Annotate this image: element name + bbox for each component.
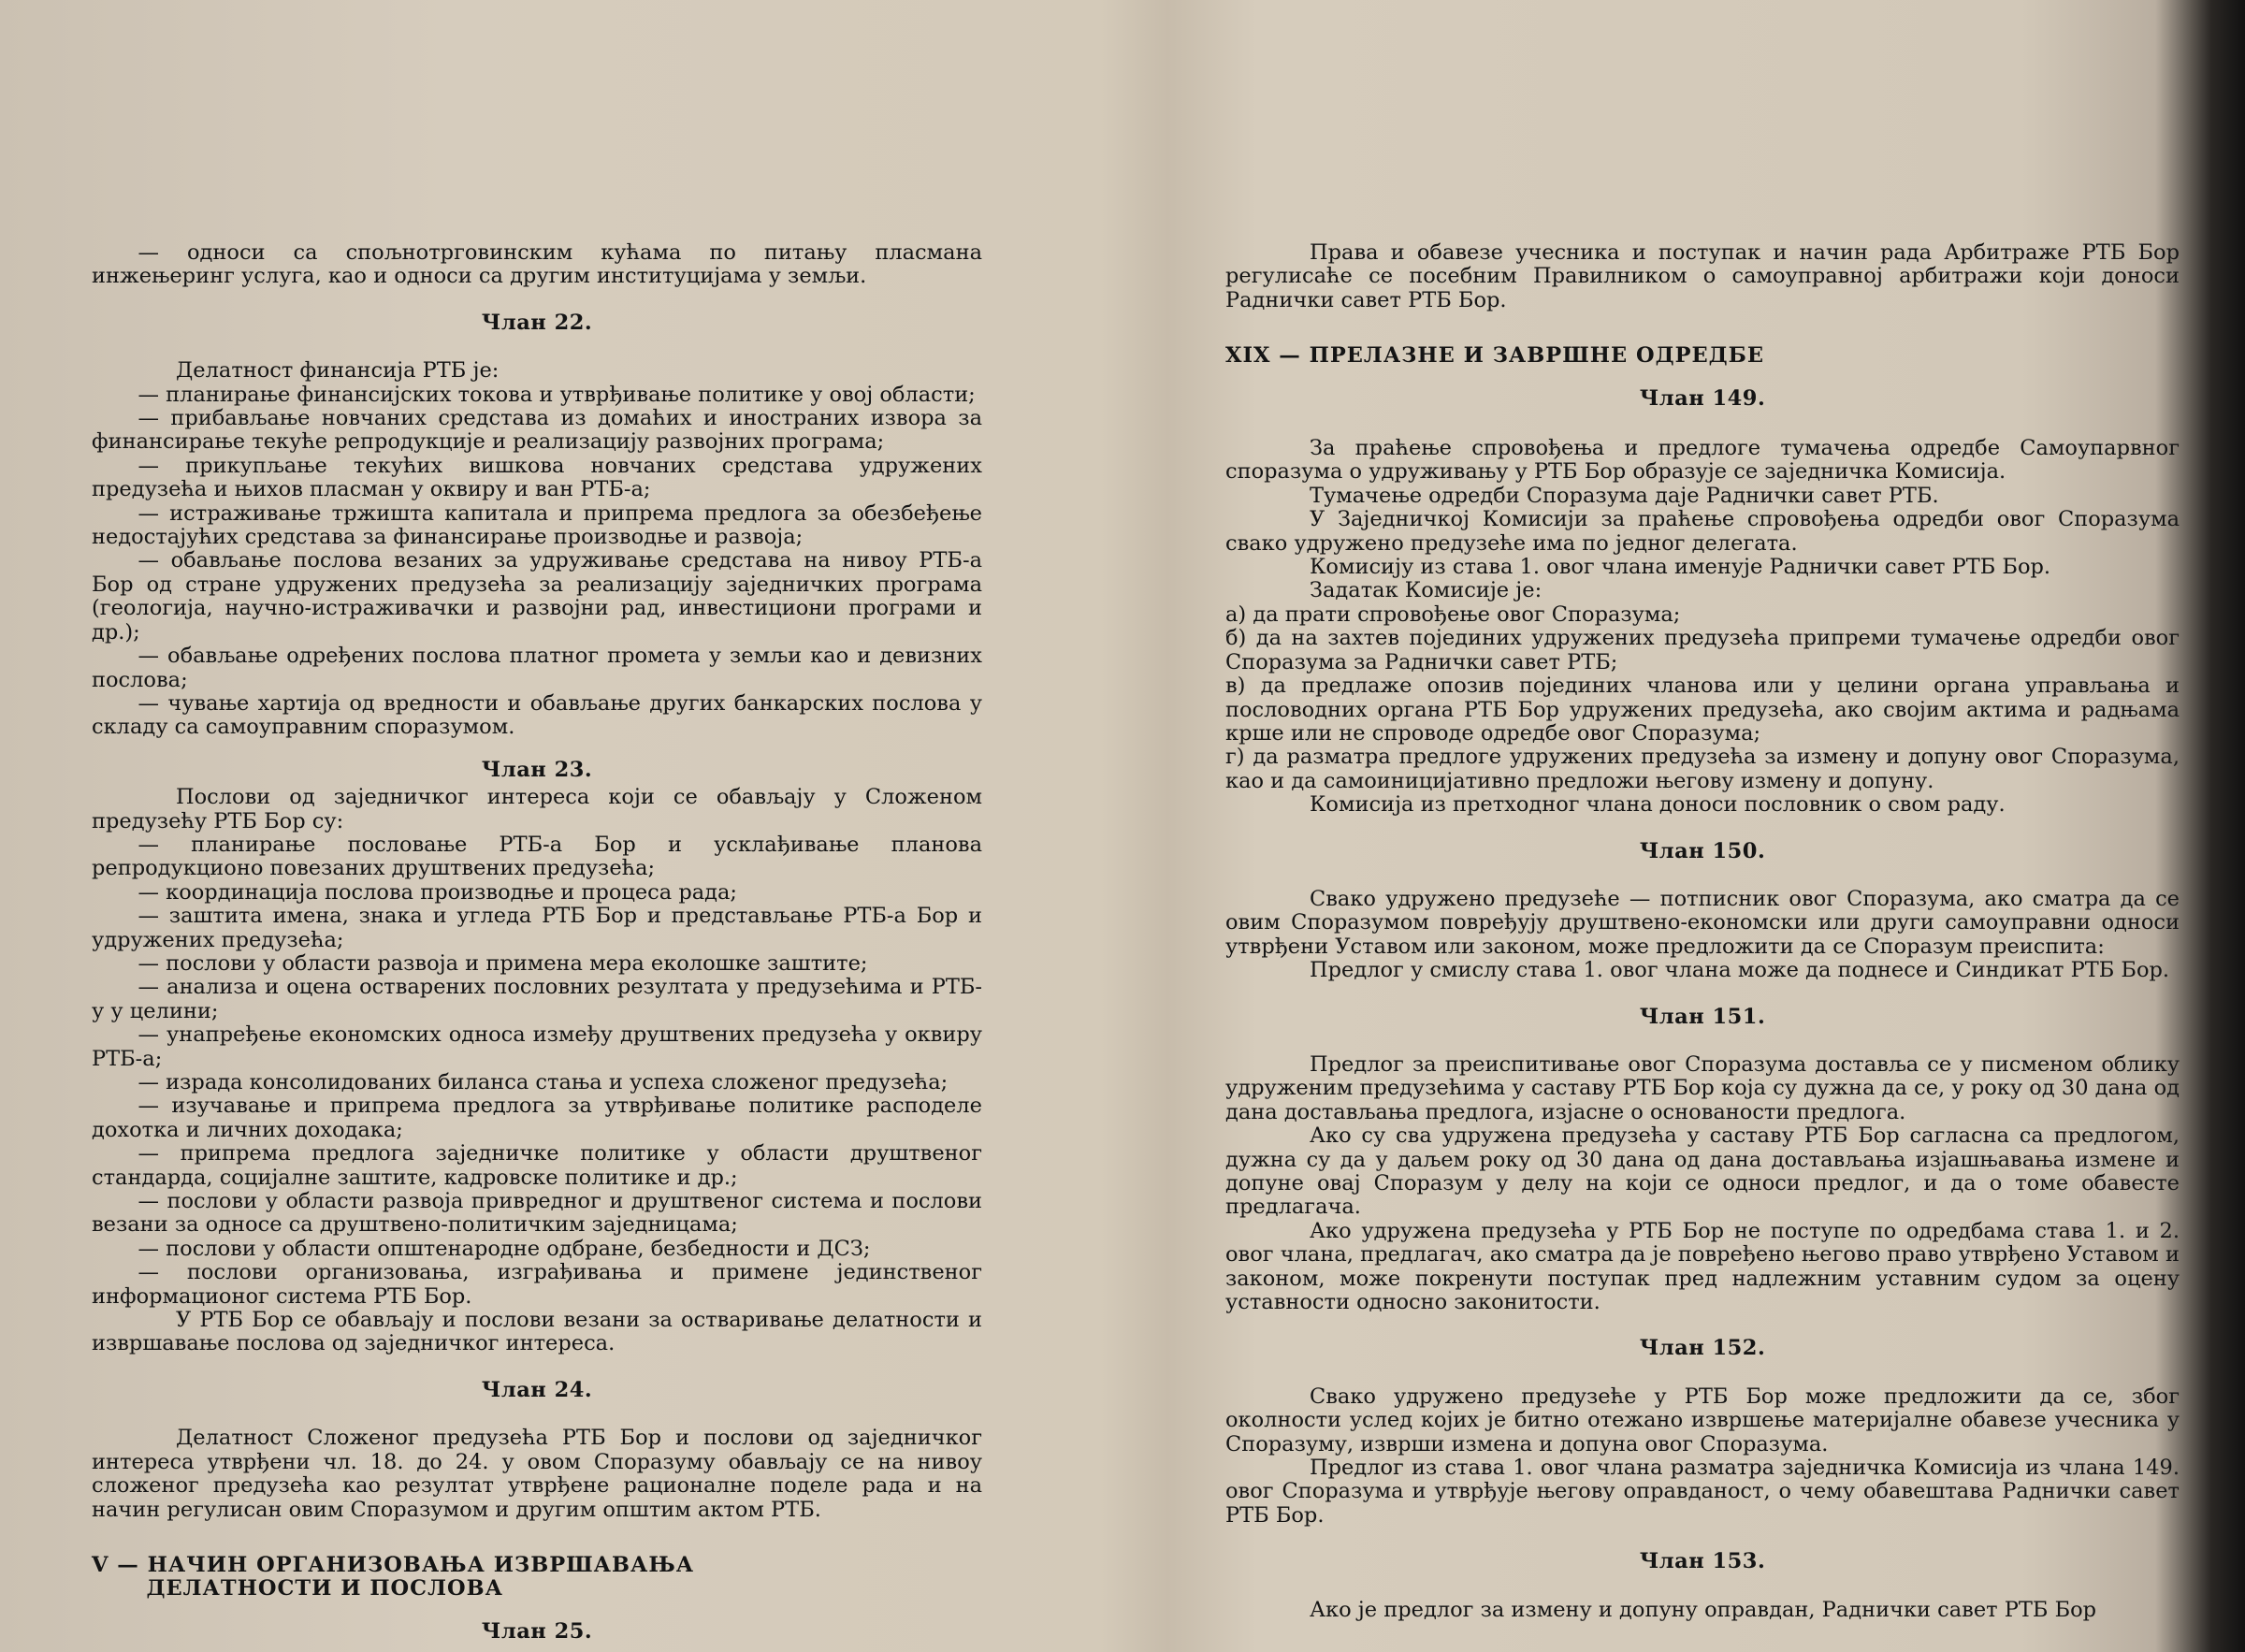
article-heading: Члан 152. [1639, 1336, 1766, 1361]
paragraph: Ако удружена предузећа у РТБ Бор не поступе по одредбама става 1. и 2. овог члана, предлагач, ако сматра да је повређено његово право утврђено Уставом и законом, може покренути поступак пред надлежним уставним судом за оцену уставности односно законитости. [1225, 1218, 2180, 1315]
section-heading-line: V — НАЧИН ОРГАНИЗОВАЊА ИЗВРШАВАЊА [92, 1552, 695, 1577]
article-heading: Члан 25. [481, 1618, 593, 1644]
list-item: — припрема предлога заједничке политике у области друштвеног стандарда, социјалне заштите, кадровске политике и др.; [92, 1141, 982, 1190]
paragraph: У Заједничкој Комисији за праћење спровођења одредби овог Споразума свако удружено предузеће има по једног делегата. [1225, 507, 2180, 556]
paragraph: Комисију из става 1. овог члана именује Раднички савет РТБ Бор. [1310, 555, 2051, 580]
list-item: — израда консолидованих биланса стања и успеха сложеног предузећа; [138, 1070, 949, 1094]
list-item: а) да прати спровођење овог Споразума; [1225, 601, 1681, 627]
list-item: — послови у области развоја и примена мера еколошке заштите; [138, 950, 868, 976]
list-item: — планирање финансијских токова и утврђивање политике у овој области; [138, 382, 976, 407]
list-item: — послови организовања, изграђивања и примене јединственог информационог система РТБ Бор. [92, 1260, 982, 1309]
section-heading: XIX — ПРЕЛАЗНЕ И ЗАВРШНЕ ОДРЕДБЕ [1225, 343, 1765, 369]
list-item: — истраживање тржишта капитала и припрема предлога за обезбеђење недостајућих средстава за финансирање производње и развоја; [92, 500, 982, 550]
list-item: — анализа и оцена остварених пословних резултата у предузећима и РТБ-у у целини; [92, 975, 982, 1023]
list-item: г) да разматра предлоге удружених предузећа за измену и допуну овог Споразума, као и да самоиницијативно предложи његову измену и допуну. [1225, 745, 2180, 793]
list-item: — обављање послова везаних за удруживање средстава на нивоу РТБ-а Бор од стране удружених предузећа за реализацију заједничких програма (геологија, научно-истраживачки и развојни рад, инвестициони програми и др.); [92, 548, 982, 645]
article-intro: Послови од заједничког интереса који се обављају у Сложеном предузећу РТБ Бор су: [92, 785, 982, 833]
paragraph: Права и обавезе учесника и поступак и начин рада Арбитраже РТБ Бор регулисаће се посебним Правилником о самоуправној арбитражи који доноси Раднички савет РТБ Бор. [1225, 240, 2180, 312]
paragraph: Ако је предлог за измену и допуну оправдан, Раднички савет РТБ Бор [1310, 1597, 2097, 1622]
list-item: — прибављање новчаних средстава из домаћих и иностраних извора за финансирање текуће репродукције и реализацију развојних програма; [92, 406, 982, 455]
list-item: — изучавање и припрема предлога за утврђивање политике расподеле дохотка и личних доходака; [92, 1094, 982, 1142]
paragraph: Предлог из става 1. овог члана разматра заједничка Комисија из члана 149. овог Споразума и утврђује његову оправданост, о чему обавештава Раднички савет РТБ Бор. [1225, 1456, 2180, 1528]
paragraph: Свако удружено предузеће у РТБ Бор може предложити да се, због околности услед којих је битно отежано извршење материјалне обавезе учесника у Споразуму, изврши измена и допуна овог Споразума. [1225, 1384, 2180, 1456]
paragraph: Задатак Комисије је: [1310, 578, 1543, 603]
left-page [92, 241, 982, 1647]
list-item: в) да предлаже опозив појединих чланова или у целини органа управљања и пословодних органа РТБ Бор удружених предузећа, ако својим актима и радњама крше или не спроводе одредбе овог Споразума; [1225, 674, 2180, 746]
paragraph: — односи са спољнотрговинским кућама по питању пласмана инжењеринг услуга, као и односи са другим институцијама у земљи. [92, 240, 982, 289]
paragraph: Тумачење одредби Споразума даје Раднички савет РТБ. [1310, 483, 1939, 508]
list-item: — обављање одређених послова платног промета у земљи као и девизних послова; [92, 644, 982, 692]
list-item: — заштита имена, знака и угледа РТБ Бор и представљање РТБ-а Бор и удружених предузећа; [92, 904, 982, 952]
list-item: — планирање пословање РТБ-а Бор и усклађивање планова репродукционо повезаних друштвених предузећа; [92, 832, 982, 881]
section-heading-line: ДЕЛАТНОСТИ И ПОСЛОВА [146, 1576, 503, 1601]
article-heading: Члан 23. [481, 757, 593, 782]
paragraph: Предлог за преиспитивање овог Споразума доставља се у писменом облику удруженим предузећима у саставу РТБ Бор која су дужна да се, у року од 30 дана од дана достављања предлога, изјасне о основаности предлога. [1225, 1051, 2180, 1124]
article-heading: Члан 151. [1639, 1004, 1766, 1029]
paragraph: Делатност Сложеног предузећа РТБ Бор и послови од заједничког интереса утврђени чл. 18. до 24. у овом Споразуму обављају се на нивоу сложеног предузећа као резултат утврђене рационалне поделе рада и на начин регулисан овим Споразумом и другим општим актом РТБ. [92, 1426, 982, 1522]
article-heading: Члан 153. [1639, 1549, 1766, 1574]
list-item: — унапређење економских односа између друштвених предузећа у оквиру РТБ-а; [92, 1022, 982, 1071]
article-heading: Члан 22. [481, 310, 593, 335]
paragraph: Ако су сва удружена предузећа у саставу РТБ Бор сагласна са предлогом, дужна су да у даљем року од 30 дана од дана достављања изјашњавања измене и допуне овај Споразум у делу на који се односи предлог, и да о томе обавесте предлагача. [1225, 1123, 2180, 1220]
right-page [1225, 241, 2180, 1622]
list-item: — послови у области развоја привредног и друштвеног система и послови везани за односе са друштвено-политичким заједницама; [92, 1189, 982, 1238]
list-item: — послови у области општенародне одбране, безбедности и ДСЗ; [138, 1236, 871, 1261]
list-item: — прикупљање текућих вишкова новчаних средстава удружених предузећа и њихов пласман у оквиру и ван РТБ-а; [92, 453, 982, 502]
paragraph: Предлог у смислу става 1. овог члана може да поднесе и Синдикат РТБ Бор. [1310, 958, 2170, 983]
paragraph: У РТБ Бор се обављају и послови везани за остваривање делатности и извршавање послова од заједничког интереса. [92, 1308, 982, 1356]
section-heading [92, 1554, 982, 1601]
list-item: — координација послова производње и процеса рада; [138, 879, 738, 905]
article-heading: Члан 24. [481, 1377, 593, 1402]
paragraph: Комисија из претходног члана доноси пословник о свом раду. [1310, 792, 2006, 818]
article-intro: Делатност финансија РТБ је: [176, 358, 500, 384]
paragraph: За праћење спровођења и предлоге тумачења одредбе Самоупарвног споразума о удруживању у РТБ Бор образује се заједничка Комисија. [1225, 436, 2180, 485]
article-heading: Члан 149. [1639, 385, 1766, 411]
list-item: б) да на захтев појединих удружених предузећа припреми тумачење одредби овог Споразума за Раднички савет РТБ; [1225, 626, 2180, 674]
list-item: — чување хартија од вредности и обављање других банкарских послова у складу са самоуправним споразумом. [92, 690, 982, 740]
paragraph: Свако удружено предузеће — потписник овог Споразума, ако сматра да се овим Споразумом повређују друштвено-економски или други самоуправни односи утврђени Уставом или законом, може предложити да се Споразум преиспита: [1225, 886, 2180, 959]
article-heading: Члан 150. [1639, 838, 1766, 863]
